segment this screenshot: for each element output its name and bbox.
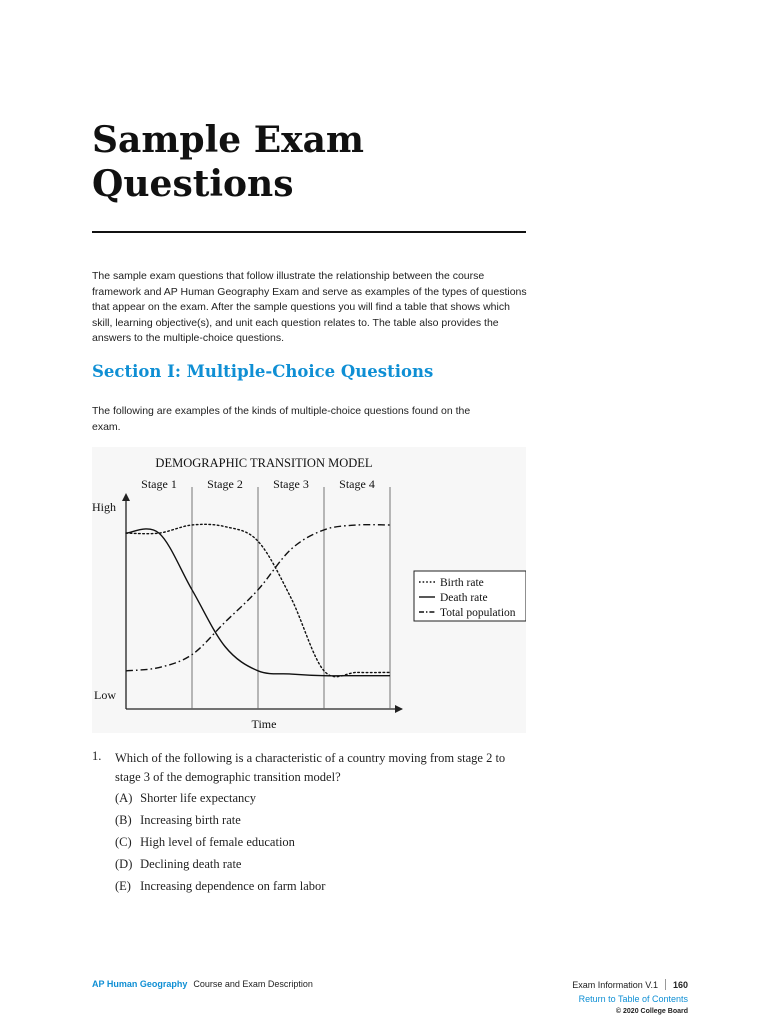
title-divider (92, 231, 526, 233)
option-text: High level of female education (140, 835, 295, 849)
page-title-line-1: Sample Exam (92, 119, 365, 161)
chart-svg (92, 447, 526, 733)
page-title (92, 118, 522, 206)
chart-title: DEMOGRAPHIC TRANSITION MODEL (155, 456, 373, 470)
option-letter: (E) (115, 879, 131, 893)
stage-label: Stage 3 (273, 477, 309, 491)
legend-label: Death rate (440, 592, 488, 604)
stage-label: Stage 4 (339, 477, 375, 491)
option-letter: (D) (115, 857, 133, 871)
legend-label: Total population (440, 607, 516, 619)
question-text: Which of the following is a characteristic of a country moving from stage 2 to stage 3 of the demographic transition model? (115, 751, 506, 784)
y-high-label: High (92, 500, 116, 514)
answer-option-c (115, 833, 325, 855)
footer-doc-name: Course and Exam Description (193, 979, 313, 989)
answer-option-d (115, 855, 325, 877)
section-intro-paragraph: The following are examples of the kinds of multiple-choice questions found on the exam. (92, 405, 471, 433)
toc-link[interactable]: Return to Table of Contents (578, 994, 688, 1004)
section-heading: Section I: Multiple-Choice Questions (92, 362, 434, 381)
page-number: 160 (672, 980, 688, 990)
answer-option-e (115, 877, 325, 899)
footer-course-info (92, 979, 313, 989)
option-text: Increasing dependence on farm labor (140, 879, 326, 893)
question-number: 1. (92, 749, 102, 763)
y-low-label: Low (94, 688, 116, 702)
answer-option-a (115, 789, 325, 811)
footer-separator (665, 979, 666, 990)
y-axis-arrow (122, 493, 130, 501)
page-title-line-2: Questions (92, 163, 294, 205)
intro-paragraph: The sample exam questions that follow illustrate the relationship between the course framework and AP Human Geography Exam and serve as examples of the types of questions that appear on the exam. After the sample questions you will find a table that shows which skill, learning objective(s), and unit each question relates to. The table also provides the answers to the multiple-choice questions. (92, 270, 527, 344)
footer-page-info (572, 979, 688, 1016)
option-text: Declining death rate (140, 857, 242, 871)
option-text: Increasing birth rate (140, 813, 241, 827)
option-letter: (C) (115, 835, 132, 849)
footer-course-name: AP Human Geography (92, 979, 188, 989)
stage-label: Stage 1 (141, 477, 177, 491)
demographic-transition-chart (92, 447, 526, 733)
option-letter: (B) (115, 813, 132, 827)
option-letter: (A) (115, 791, 133, 805)
x-axis-label: Time (251, 717, 277, 731)
stage-label: Stage 2 (207, 477, 243, 491)
x-axis-arrow (395, 705, 403, 713)
answer-option-b (115, 811, 325, 833)
option-text: Shorter life expectancy (140, 791, 257, 805)
copyright: © 2020 College Board (615, 1008, 688, 1015)
answer-options (115, 789, 325, 899)
footer-version: V.1 (645, 980, 658, 990)
footer-section: Exam Information (572, 980, 643, 990)
legend-label: Birth rate (440, 577, 484, 589)
